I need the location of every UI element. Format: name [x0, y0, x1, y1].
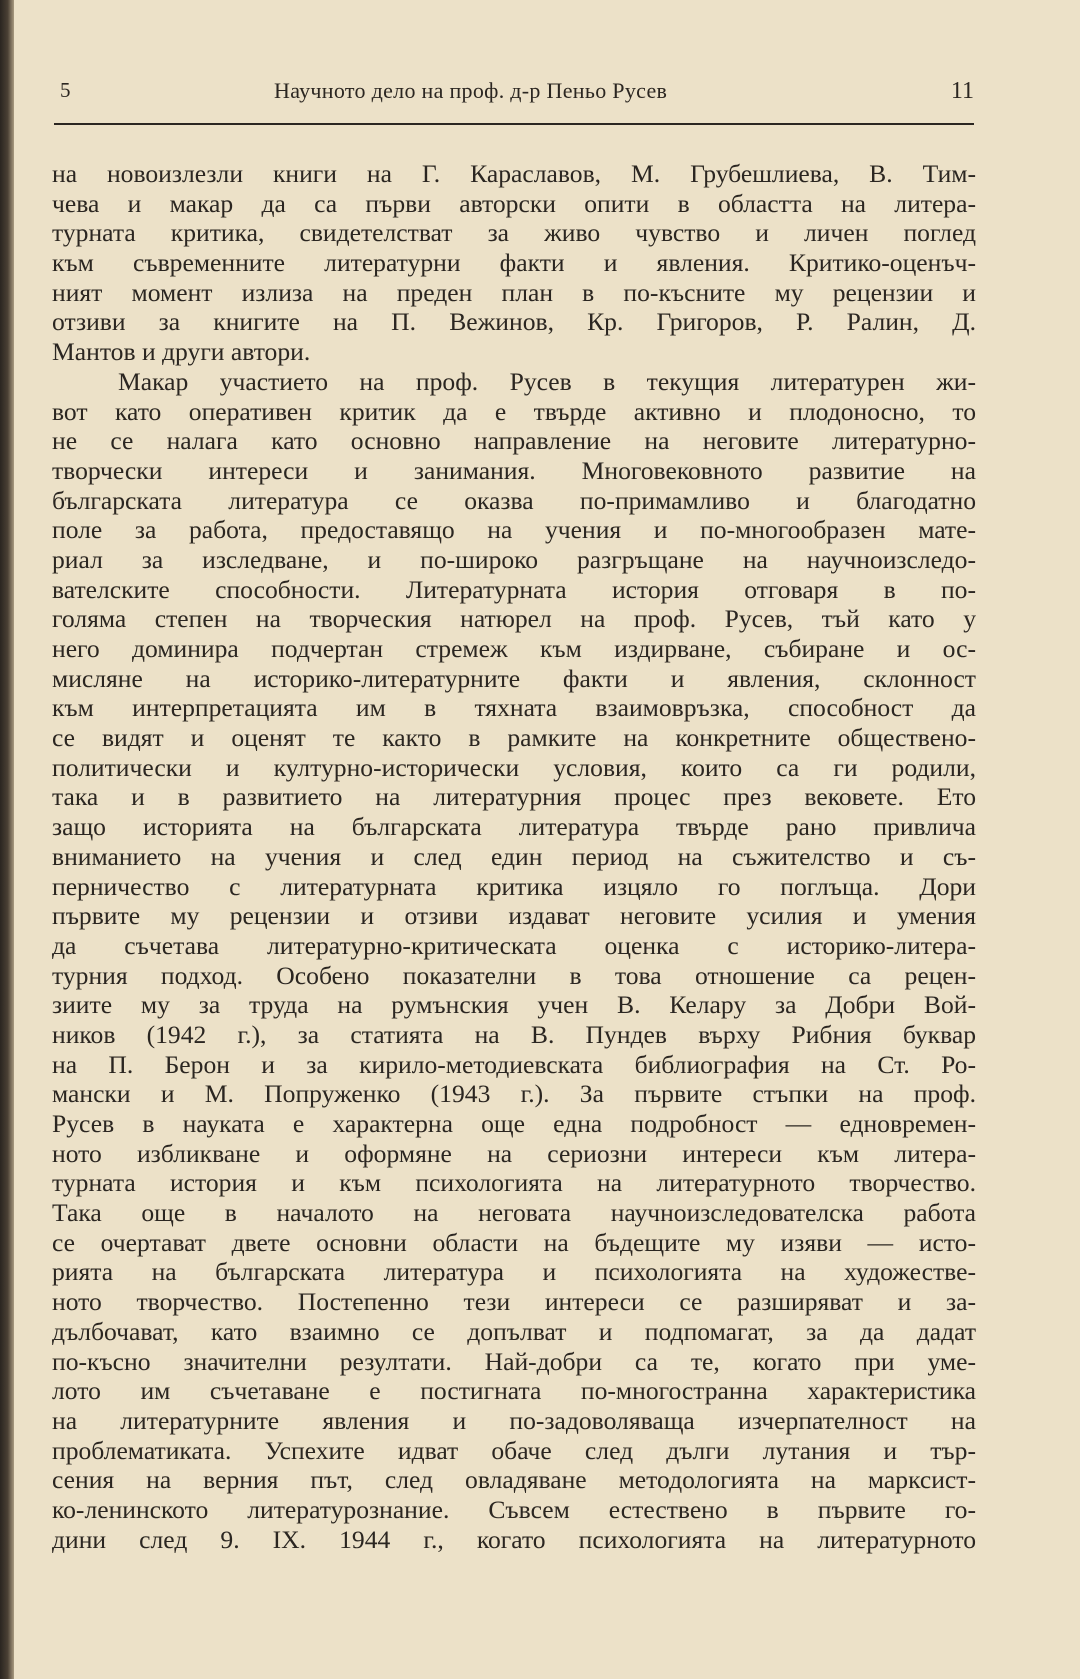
text-line: рията на българската литература и психологията на художестве- — [52, 1257, 976, 1287]
text-line: Русев в науката е характерна още една подробност — едновремен- — [52, 1109, 976, 1138]
text-line: турния подход. Особено показателни в това отношение са рецен- — [52, 960, 976, 990]
text-line: не се налага като основно направление на неговите литературно- — [52, 426, 976, 456]
text-line: ко-ленинското литературознание. Съвсем естествено в първите го- — [52, 1494, 976, 1524]
text-line: отзиви за книгите на П. Вежинов, Кр. Григоров, Р. Ралин, Д. — [52, 307, 976, 337]
text-line: така и в развитието на литературния процес през вековете. Ето — [52, 782, 976, 812]
text-line: перничество с литературната критика изцяло го поглъща. Дори — [52, 871, 976, 901]
text-line: лото им съчетаване е постигната по-многостранна характеристика — [52, 1376, 976, 1406]
text-line: голяма степен на творческия натюрел на проф. Русев, тъй като у — [52, 604, 976, 634]
text-line: към съвременните литературни факти и явления. Критико-оценъч- — [52, 248, 976, 278]
page-header — [54, 78, 974, 112]
signature-mark: 5 — [60, 78, 71, 102]
text-line: дълбочават, като взаимно се допълват и подпомагат, за да дадат — [52, 1316, 976, 1346]
text-line: вниманието на учения и след един период на съжителство и съ- — [52, 841, 976, 871]
running-title: Научното дело на проф. д-р Пеньо Русев — [274, 78, 668, 103]
text-line: ното творчество. Постепенно тези интереси се разширяват и за- — [52, 1287, 976, 1317]
text-line: политически и културно-исторически условия, които са ги родили, — [52, 752, 976, 782]
text-line: Така още в началото на неговата научноизследователска работа — [52, 1198, 976, 1228]
text-line: ното избликване и оформяне на сериозни интереси към литера- — [52, 1138, 976, 1168]
text-line: се видят и оценят те както в рамките на конкретните обществено- — [52, 723, 976, 753]
text-line: да съчетава литературно-критическата оценка с историко-литера- — [52, 930, 976, 960]
text-line: него доминира подчертан стремеж към издирване, събиране и ос- — [52, 634, 976, 663]
text-line: по-късно значителни резултати. Най-добри са те, когато при уме- — [52, 1346, 976, 1376]
text-line: вот като оперативен критик да е твърде активно и плодоносно, то — [52, 396, 976, 426]
text-line: на литературните явления и по-задоволяваща изчерпателност на — [52, 1405, 976, 1435]
text-line: турната критика, свидетелстват за живо чувство и личен поглед — [52, 218, 976, 248]
text-line: българската литература се оказва по-примамливо и благодатно — [52, 485, 976, 515]
text-line: зиите му за труда на румънския учен В. Келару за Добри Вой- — [52, 990, 976, 1020]
text-line: творчески интереси и занимания. Многовековното развитие на — [52, 455, 976, 485]
text-line: Макар участието на проф. Русев в текущия литературен жи- — [118, 366, 976, 396]
text-line: първите му рецензии и отзиви издават неговите усилия и умения — [52, 901, 976, 931]
page-number: 11 — [950, 78, 974, 104]
text-line: се очертават двете основни области на бъдещите му изяви — исто- — [52, 1227, 976, 1257]
text-line: защо историята на българската литература твърде рано привлича — [52, 812, 976, 842]
text-line: ният момент излиза на преден план в по-късните му рецензии и — [52, 277, 976, 307]
header-rule — [54, 123, 974, 125]
body-text — [52, 159, 976, 1554]
text-line: проблематиката. Успехите идват обаче след дълги лутания и тър- — [52, 1435, 976, 1465]
text-line: вателските способности. Литературната история отговаря в по- — [52, 574, 976, 604]
text-line: чева и макар да са първи авторски опити в областта на литера- — [52, 188, 976, 218]
text-line: поле за работа, предоставящо на учения и по-многообразен мате- — [52, 515, 976, 545]
text-line: сения на верния път, след овладяване методологията на марксист- — [52, 1465, 976, 1495]
text-line: ников (1942 г.), за статията на В. Пундев върху Рибния буквар — [52, 1019, 976, 1049]
binding-edge — [0, 0, 14, 1679]
text-line: на П. Берон и за кирило-методиевската библиография на Ст. Ро- — [52, 1049, 976, 1079]
text-line: риал за изследване, и по-широко разгръщане на научноизследо- — [52, 544, 976, 574]
text-line: на новоизлезли книги на Г. Караславов, М. Грубешлиева, В. Тим- — [52, 159, 976, 188]
text-line: дини след 9. IX. 1944 г., когато психологията на литературното — [52, 1524, 976, 1554]
text-line: към интерпретацията им в тяхната взаимовръзка, способност да — [52, 693, 976, 723]
text-line: мисляне на историко-литературните факти и явления, склонност — [52, 663, 976, 693]
text-line: мански и М. Попруженко (1943 г.). За първите стъпки на проф. — [52, 1079, 976, 1109]
text-line: турната история и към психологията на литературното творчество. — [52, 1168, 976, 1198]
text-line: Мантов и други автори. — [52, 337, 311, 367]
